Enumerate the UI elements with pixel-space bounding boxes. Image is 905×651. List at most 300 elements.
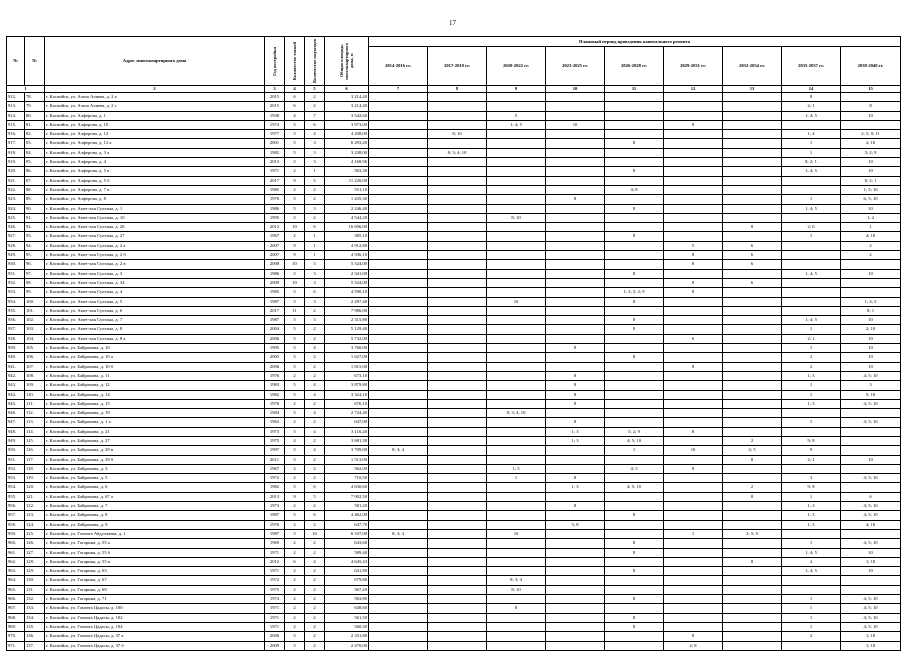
row-index-cell: 943. — [7, 381, 25, 390]
period-2017-2019-cell — [428, 111, 487, 120]
header-column-number: 4 — [285, 86, 305, 93]
period-2035-2037-cell: 1; 4; 5 — [782, 167, 841, 176]
floors-cell: 5 — [285, 269, 305, 278]
table-row — [7, 529, 901, 538]
table-row — [7, 595, 901, 604]
row-number-cell: 80. — [25, 111, 45, 120]
floors-cell: 5 — [285, 511, 305, 520]
period-2023-2025-cell — [546, 158, 605, 167]
period-2038-2040-cell: 10 — [841, 334, 901, 343]
year-built-cell: 1972 — [265, 576, 285, 585]
period-2023-2025-cell: 8 — [546, 344, 605, 353]
period-2026-2028-cell: 8 — [605, 316, 664, 325]
period-2014-2016-cell — [369, 288, 428, 297]
header-column-number: 13 — [723, 86, 782, 93]
row-number-cell: 119. — [25, 474, 45, 483]
total-area-cell: 3 681,30 — [325, 436, 369, 445]
year-built-cell: 1982 — [265, 390, 285, 399]
period-2029-2031-cell — [664, 371, 723, 380]
period-2026-2028-cell — [605, 409, 664, 418]
entrances-cell: 2 — [305, 576, 325, 585]
period-2032-2034-cell — [723, 585, 782, 594]
period-2023-2025-cell — [546, 204, 605, 213]
period-2026-2028-cell — [605, 576, 664, 585]
header-idx: № — [7, 37, 25, 86]
period-2020-2022-cell — [487, 390, 546, 399]
period-2020-2022-cell: 1; 3 — [487, 464, 546, 473]
period-2026-2028-cell — [605, 111, 664, 120]
period-2029-2031-cell — [664, 130, 723, 139]
period-2035-2037-cell — [782, 260, 841, 269]
row-index-cell: 954. — [7, 483, 25, 492]
period-2014-2016-cell — [369, 102, 428, 111]
total-area-cell: 4 462,00 — [325, 511, 369, 520]
row-index-cell: 917. — [7, 139, 25, 148]
header-period: 2020-2022 гг. — [487, 47, 546, 86]
period-2023-2025-cell — [546, 269, 605, 278]
period-2032-2034-cell — [723, 595, 782, 604]
year-built-cell: 1997 — [265, 446, 285, 455]
total-area-cell: 3 879,80 — [325, 381, 369, 390]
row-number-cell: 127. — [25, 548, 45, 557]
period-2017-2019-cell — [428, 641, 487, 650]
floors-cell: 2 — [285, 548, 305, 557]
header-column-number: 6 — [325, 86, 369, 93]
period-2014-2016-cell — [369, 325, 428, 334]
entrances-cell: 2 — [305, 539, 325, 548]
period-2017-2019-cell — [428, 427, 487, 436]
table-row — [7, 111, 901, 120]
period-2017-2019-cell — [428, 557, 487, 566]
period-2038-2040-cell: 4; 5; 10 — [841, 539, 901, 548]
period-2017-2019-cell: 8; 10 — [428, 130, 487, 139]
address-cell: г. Каспийск, ул. Байрамова, д. 29 б — [45, 455, 265, 464]
entrances-cell: 5 — [305, 492, 325, 501]
period-2038-2040-cell — [841, 93, 901, 102]
period-2035-2037-cell: 8; 2; 1 — [782, 158, 841, 167]
period-2032-2034-cell: 2 — [723, 483, 782, 492]
period-2017-2019-cell — [428, 241, 487, 250]
total-area-cell: 2 246,40 — [325, 204, 369, 213]
address-cell: г. Каспийск, ул. Гамзата Цадасы, д. 102 — [45, 613, 265, 622]
period-2017-2019-cell — [428, 474, 487, 483]
period-2029-2031-cell — [664, 390, 723, 399]
period-2020-2022-cell — [487, 455, 546, 464]
period-2014-2016-cell — [369, 381, 428, 390]
period-2017-2019-cell — [428, 176, 487, 185]
address-cell: г. Каспийск, ул. Байрамова, д. 11 — [45, 371, 265, 380]
address-cell: г. Каспийск, ул. Алферова, д. 12 — [45, 130, 265, 139]
period-2014-2016-cell: 8; 3; 4 — [369, 529, 428, 538]
address-cell: г. Каспийск, ул. Байрамова, д. 19 — [45, 409, 265, 418]
table-row — [7, 269, 901, 278]
period-2035-2037-cell: 1; 4 — [782, 130, 841, 139]
period-2035-2037-cell — [782, 297, 841, 306]
period-2035-2037-cell: 1 — [782, 195, 841, 204]
total-area-cell: 648,60 — [325, 604, 369, 613]
entrances-cell: 3 — [305, 316, 325, 325]
table-row — [7, 120, 901, 129]
period-2020-2022-cell — [487, 511, 546, 520]
table-row — [7, 102, 901, 111]
period-2017-2019-cell — [428, 464, 487, 473]
period-2026-2028-cell — [605, 529, 664, 538]
period-2020-2022-cell — [487, 595, 546, 604]
period-2017-2019-cell — [428, 595, 487, 604]
period-2023-2025-cell — [546, 492, 605, 501]
row-number-cell: 132. — [25, 595, 45, 604]
period-2017-2019-cell — [428, 362, 487, 371]
period-2029-2031-cell — [664, 622, 723, 631]
year-built-cell: 1975 — [265, 585, 285, 594]
floors-cell: 2 — [285, 585, 305, 594]
period-2014-2016-cell — [369, 474, 428, 483]
period-2020-2022-cell: 8; 10 — [487, 213, 546, 222]
period-2023-2025-cell: 1; 3 — [546, 427, 605, 436]
period-2038-2040-cell: 10 — [841, 167, 901, 176]
period-2017-2019-cell — [428, 436, 487, 445]
period-2032-2034-cell: 2 — [723, 436, 782, 445]
period-2032-2034-cell — [723, 418, 782, 427]
period-2026-2028-cell — [605, 223, 664, 232]
address-cell: г. Каспийск, ул. Гагарина, д. 69 — [45, 585, 265, 594]
year-built-cell: 1995 — [265, 213, 285, 222]
entrances-cell: 4 — [305, 409, 325, 418]
row-number-cell: 113. — [25, 418, 45, 427]
floors-cell: 2 — [285, 167, 305, 176]
year-built-cell: 2009 — [265, 641, 285, 650]
row-number-cell: 98. — [25, 278, 45, 287]
period-2020-2022-cell — [487, 139, 546, 148]
period-2029-2031-cell: 8 — [664, 278, 723, 287]
period-2038-2040-cell — [841, 585, 901, 594]
period-2032-2034-cell — [723, 185, 782, 194]
period-2017-2019-cell — [428, 539, 487, 548]
period-2029-2031-cell — [664, 474, 723, 483]
period-2026-2028-cell: 4; 5; 10 — [605, 436, 664, 445]
row-number-cell: 124. — [25, 520, 45, 529]
floors-cell: 2 — [285, 539, 305, 548]
address-cell: г. Каспийск, ул. Байрамова, д. 10 а — [45, 353, 265, 362]
period-2014-2016-cell — [369, 371, 428, 380]
period-2038-2040-cell: 10 — [841, 548, 901, 557]
period-2020-2022-cell — [487, 232, 546, 241]
year-built-cell: 1986 — [265, 269, 285, 278]
total-area-cell: 647,00 — [325, 418, 369, 427]
period-2023-2025-cell — [546, 362, 605, 371]
total-area-cell: 3 238,00 — [325, 148, 369, 157]
floors-cell: 10 — [285, 260, 305, 269]
entrances-cell: 10 — [305, 529, 325, 538]
period-2023-2025-cell: 1; 3 — [546, 436, 605, 445]
address-cell: г. Каспийск, ул. Байрамова, д. 6 — [45, 483, 265, 492]
period-2023-2025-cell — [546, 464, 605, 473]
year-built-cell: 1975 — [265, 436, 285, 445]
period-2032-2034-cell — [723, 371, 782, 380]
period-2032-2034-cell — [723, 353, 782, 362]
row-number-cell: 106. — [25, 353, 45, 362]
header-column-number: 15 — [841, 86, 901, 93]
period-2032-2034-cell — [723, 622, 782, 631]
entrances-cell: 4 — [305, 446, 325, 455]
table-row — [7, 464, 901, 473]
total-area-cell: 562,00 — [325, 464, 369, 473]
header-column-number: 2 — [45, 86, 265, 93]
year-built-cell: 2004 — [265, 325, 285, 334]
floors-cell: 2 — [285, 576, 305, 585]
table-row — [7, 446, 901, 455]
floors-cell: 5 — [285, 455, 305, 464]
period-2038-2040-cell: 4; 5; 10 — [841, 371, 901, 380]
period-2029-2031-cell — [664, 548, 723, 557]
period-2026-2028-cell: 8 — [605, 167, 664, 176]
address-cell: г. Каспийск, ул. Амет-хан Султана, д. 2 б — [45, 251, 265, 260]
period-2038-2040-cell: 8; 2; 1 — [841, 176, 901, 185]
period-2014-2016-cell — [369, 148, 428, 157]
period-2020-2022-cell — [487, 251, 546, 260]
table-row — [7, 158, 901, 167]
total-area-cell: 1 627,00 — [325, 353, 369, 362]
entrances-cell: 2 — [305, 464, 325, 473]
period-2017-2019-cell — [428, 120, 487, 129]
period-2032-2034-cell — [723, 102, 782, 111]
period-2026-2028-cell — [605, 492, 664, 501]
period-2020-2022-cell — [487, 102, 546, 111]
total-area-cell: 5 732,00 — [325, 334, 369, 343]
period-2035-2037-cell — [782, 120, 841, 129]
year-built-cell: 1977 — [265, 130, 285, 139]
period-2032-2034-cell — [723, 195, 782, 204]
row-index-cell: 925. — [7, 213, 25, 222]
floors-cell: 2 — [285, 371, 305, 380]
period-2023-2025-cell — [546, 409, 605, 418]
period-2038-2040-cell: 10 — [841, 455, 901, 464]
period-2026-2028-cell — [605, 455, 664, 464]
year-built-cell: 1969 — [265, 539, 285, 548]
row-number-cell: 112. — [25, 409, 45, 418]
total-area-cell: 551,10 — [325, 185, 369, 194]
period-2026-2028-cell — [605, 557, 664, 566]
floors-cell: 2 — [285, 399, 305, 408]
period-2035-2037-cell: 2 — [782, 557, 841, 566]
period-2017-2019-cell — [428, 223, 487, 232]
period-2038-2040-cell: 4; 5; 10 — [841, 613, 901, 622]
header-column-number: 1 — [7, 86, 45, 93]
period-2035-2037-cell — [782, 427, 841, 436]
period-2023-2025-cell — [546, 185, 605, 194]
period-2014-2016-cell — [369, 251, 428, 260]
period-2023-2025-cell: 5; 8 — [546, 520, 605, 529]
period-2023-2025-cell: 8 — [546, 418, 605, 427]
table-row — [7, 539, 901, 548]
total-area-cell: 563,30 — [325, 167, 369, 176]
period-2032-2034-cell — [723, 325, 782, 334]
period-2029-2031-cell — [664, 381, 723, 390]
period-2038-2040-cell: 4; 5; 10 — [841, 474, 901, 483]
year-built-cell: 1986 — [265, 204, 285, 213]
period-2038-2040-cell: 1; 4; 5 — [841, 297, 901, 306]
address-cell: г. Каспийск, ул. Гагарина, д. 71 — [45, 595, 265, 604]
period-2014-2016-cell — [369, 344, 428, 353]
period-2020-2022-cell — [487, 557, 546, 566]
floors-cell: 6 — [285, 557, 305, 566]
floors-cell: 4 — [285, 436, 305, 445]
period-2032-2034-cell — [723, 474, 782, 483]
period-2032-2034-cell — [723, 93, 782, 102]
period-2014-2016-cell — [369, 195, 428, 204]
row-index-cell: 913. — [7, 102, 25, 111]
floors-cell: 2 — [285, 520, 305, 529]
row-number-cell: 89. — [25, 195, 45, 204]
period-2020-2022-cell: 8; 3; 4 — [487, 576, 546, 585]
period-2017-2019-cell — [428, 381, 487, 390]
floors-cell: 5 — [285, 641, 305, 650]
total-area-cell: 5 524,00 — [325, 278, 369, 287]
period-2032-2034-cell — [723, 567, 782, 576]
address-cell: г. Каспийск, ул. Байрамова, д. 7 — [45, 502, 265, 511]
year-built-cell: 1938 — [265, 111, 285, 120]
period-2032-2034-cell: 6 — [723, 278, 782, 287]
total-area-cell: 16 696,00 — [325, 223, 369, 232]
period-2014-2016-cell — [369, 176, 428, 185]
period-2029-2031-cell — [664, 223, 723, 232]
period-2038-2040-cell: 1; 10 — [841, 641, 901, 650]
row-index-cell: 948. — [7, 427, 25, 436]
address-cell: г. Каспийск, ул. Амет-хан Султана, д. 8 а — [45, 334, 265, 343]
period-2026-2028-cell: 1; 3; 5; 2; 9 — [605, 288, 664, 297]
floors-cell: 5 — [285, 483, 305, 492]
period-2035-2037-cell: 2 — [782, 632, 841, 641]
row-index-cell: 922. — [7, 185, 25, 194]
header-column-number: 8 — [428, 86, 487, 93]
year-built-cell: 1976 — [265, 195, 285, 204]
floors-cell: 5 — [285, 334, 305, 343]
table-row — [7, 641, 901, 650]
floors-cell: 5 — [285, 120, 305, 129]
period-2029-2031-cell — [664, 436, 723, 445]
year-built-cell: 1967 — [265, 232, 285, 241]
period-2020-2022-cell — [487, 436, 546, 445]
period-2023-2025-cell — [546, 529, 605, 538]
period-2038-2040-cell: 4; 5; 10 — [841, 502, 901, 511]
table-row — [7, 260, 901, 269]
period-2029-2031-cell — [664, 269, 723, 278]
page-number: 17 — [449, 19, 456, 27]
period-2023-2025-cell — [546, 604, 605, 613]
period-2029-2031-cell — [664, 148, 723, 157]
row-number-cell: 90. — [25, 204, 45, 213]
table-row — [7, 232, 901, 241]
period-2023-2025-cell — [546, 548, 605, 557]
entrances-cell: 2 — [305, 632, 325, 641]
period-2017-2019-cell — [428, 576, 487, 585]
row-number-cell: 115. — [25, 436, 45, 445]
table-row — [7, 288, 901, 297]
row-number-cell: 94. — [25, 241, 45, 250]
period-2038-2040-cell: 2; 10 — [841, 139, 901, 148]
year-built-cell: 1976 — [265, 399, 285, 408]
period-2035-2037-cell: 8 — [782, 93, 841, 102]
period-2032-2034-cell — [723, 148, 782, 157]
entrances-cell: 2 — [305, 362, 325, 371]
period-2032-2034-cell — [723, 502, 782, 511]
period-2023-2025-cell — [546, 148, 605, 157]
year-built-cell: 2007 — [265, 241, 285, 250]
period-2032-2034-cell — [723, 520, 782, 529]
total-area-cell: 679,80 — [325, 576, 369, 585]
period-2032-2034-cell — [723, 297, 782, 306]
period-2026-2028-cell — [605, 474, 664, 483]
address-cell: г. Каспийск, ул. Алферова, д. 5 в — [45, 167, 265, 176]
period-2032-2034-cell — [723, 511, 782, 520]
table-row — [7, 176, 901, 185]
period-2020-2022-cell — [487, 483, 546, 492]
period-2026-2028-cell — [605, 93, 664, 102]
header-period: 2023-2025 гг. — [546, 47, 605, 86]
period-2032-2034-cell — [723, 120, 782, 129]
period-2038-2040-cell: 8 — [841, 102, 901, 111]
period-2014-2016-cell — [369, 613, 428, 622]
period-2032-2034-cell — [723, 139, 782, 148]
period-2032-2034-cell — [723, 176, 782, 185]
period-2032-2034-cell: 2; 5 — [723, 446, 782, 455]
address-cell: г. Каспийск, ул. Амет-хан Султана, д. 34 — [45, 278, 265, 287]
period-2017-2019-cell — [428, 278, 487, 287]
entrances-cell: 3 — [305, 260, 325, 269]
period-2026-2028-cell: 8 — [605, 511, 664, 520]
period-2023-2025-cell — [546, 585, 605, 594]
period-2038-2040-cell: 4; 5; 10 — [841, 604, 901, 613]
period-2020-2022-cell: 10 — [487, 529, 546, 538]
total-area-cell: 561,50 — [325, 613, 369, 622]
row-number-cell: 107. — [25, 362, 45, 371]
header-period: 2017-2019 гг. — [428, 47, 487, 86]
floors-cell: 2 — [285, 613, 305, 622]
floors-cell: 5 — [285, 344, 305, 353]
period-2023-2025-cell — [546, 297, 605, 306]
floors-cell: 5 — [285, 362, 305, 371]
period-2032-2034-cell — [723, 130, 782, 139]
row-index-cell: 929. — [7, 251, 25, 260]
entrances-cell: 2 — [305, 585, 325, 594]
address-cell: г. Каспийск, ул. Байрамова, д. 27 — [45, 436, 265, 445]
header-num: № — [25, 37, 45, 86]
address-cell: г. Каспийск, ул. Байрамова, д. 1 а — [45, 418, 265, 427]
total-area-cell: 5 129,40 — [325, 325, 369, 334]
period-2017-2019-cell — [428, 604, 487, 613]
entrances-cell: 3 — [305, 148, 325, 157]
year-built-cell: 1971 — [265, 167, 285, 176]
row-number-cell: 122. — [25, 502, 45, 511]
header-period: 2032-2034 гг. — [723, 47, 782, 86]
total-area-cell: 2 470,00 — [325, 641, 369, 650]
period-2038-2040-cell: 5; 2; 9 — [841, 148, 901, 157]
address-cell: г. Каспийск, ул. Гагарина, д. 55 б — [45, 548, 265, 557]
row-index-cell: 963. — [7, 567, 25, 576]
row-index-cell: 933. — [7, 288, 25, 297]
row-number-cell: 108. — [25, 371, 45, 380]
period-2020-2022-cell — [487, 446, 546, 455]
period-2035-2037-cell — [782, 585, 841, 594]
year-built-cell: 1973 — [265, 427, 285, 436]
period-2026-2028-cell — [605, 278, 664, 287]
period-2035-2037-cell: 1 — [782, 492, 841, 501]
table-row — [7, 148, 901, 157]
period-2023-2025-cell — [546, 511, 605, 520]
period-2014-2016-cell — [369, 418, 428, 427]
row-number-cell: 85. — [25, 158, 45, 167]
period-2035-2037-cell: 1 — [782, 604, 841, 613]
